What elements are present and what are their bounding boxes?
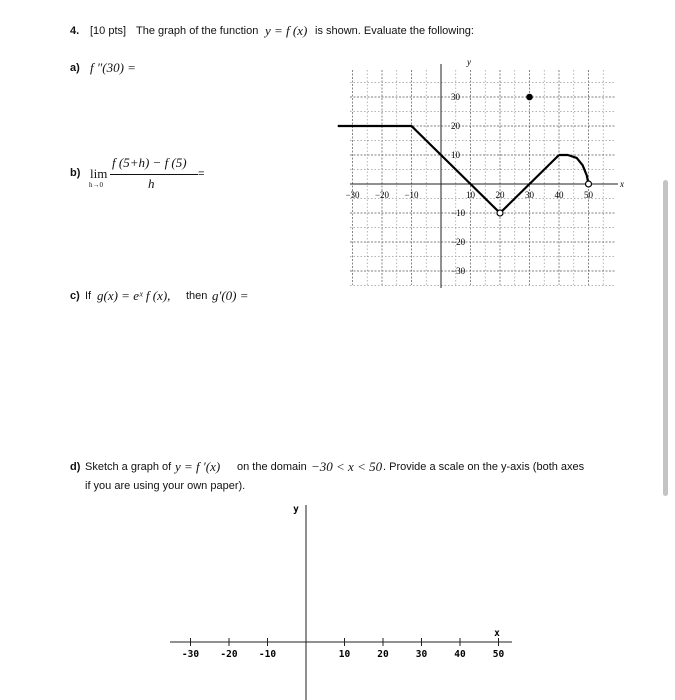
question-number: 4.: [70, 25, 80, 37]
part-b-label: b): [70, 167, 81, 179]
part-c-label: c): [70, 290, 80, 302]
x-tick-label: -10: [258, 649, 277, 660]
part-d-line1-a: Sketch a graph of: [85, 461, 172, 473]
x-tick-label: −30: [345, 190, 360, 200]
y-tick-label: −30: [451, 266, 466, 276]
part-b-lim-sub: h→0: [89, 181, 103, 189]
derivative-sketch-axes: [170, 504, 512, 700]
question-tail: is shown. Evaluate the following:: [315, 25, 474, 37]
part-a-expression: f ″(30) =: [90, 60, 136, 75]
open-point: [586, 181, 592, 187]
part-c-target: g′(0) =: [212, 288, 249, 303]
y-axis-label: y: [467, 57, 471, 67]
x-tick-label: 40: [554, 190, 564, 200]
y-tick-label: 30: [451, 92, 460, 102]
x-tick-label: 40: [454, 649, 466, 660]
x-tick-label: 50: [584, 190, 593, 200]
part-d-label: d): [70, 461, 81, 473]
closed-point: [526, 94, 533, 101]
x-tick-label: −20: [374, 190, 390, 200]
question-points: [10 pts]: [90, 25, 127, 37]
part-b-numerator: f (5+h) − f (5): [112, 155, 187, 170]
x-tick-label: -20: [220, 649, 238, 660]
part-b-denominator: h: [148, 176, 155, 191]
y-tick-label: −10: [451, 208, 466, 218]
open-point: [497, 210, 503, 216]
x-tick-label: 20: [377, 649, 389, 660]
part-c-then: then: [186, 290, 208, 302]
part-b-lim: lim: [90, 166, 108, 181]
part-a-label: a): [70, 62, 80, 74]
question-intro: The graph of the function: [136, 25, 259, 37]
x-tick-label: 30: [525, 190, 534, 200]
part-d-line1-c: . Provide a scale on the y-axis (both axes: [383, 461, 585, 473]
x-tick-label: 50: [492, 649, 505, 660]
x-tick-label: 10: [466, 190, 475, 200]
part-d-line1-domain: −30 < x < 50: [311, 459, 383, 474]
part-b-equals: =: [198, 168, 205, 180]
x-tick-label: 30: [415, 649, 428, 660]
x-tick-label: −10: [404, 190, 419, 200]
x-tick-label: -30: [181, 649, 200, 660]
part-d-line2: if you are using your own paper).: [85, 480, 246, 492]
y-tick-label: −20: [451, 237, 466, 247]
x-tick-label: 10: [338, 649, 351, 660]
part-d-line1-expr: y = f ′(x): [175, 459, 221, 474]
y-tick-label: 20: [451, 121, 460, 131]
y-axis-label: y: [293, 504, 299, 515]
vertical-scrollbar[interactable]: [663, 180, 668, 496]
y-tick-label: 10: [451, 150, 460, 160]
question-function: y = f (x): [265, 23, 308, 38]
f-graph: [338, 57, 624, 288]
part-c-definition: g(x) = eˣ f (x),: [97, 288, 171, 303]
x-axis-label: x: [494, 628, 500, 639]
part-c-if: If: [85, 290, 92, 302]
x-tick-label: 20: [495, 190, 505, 200]
x-axis-label: x: [620, 179, 624, 189]
part-d-line1-b: on the domain: [237, 461, 307, 473]
